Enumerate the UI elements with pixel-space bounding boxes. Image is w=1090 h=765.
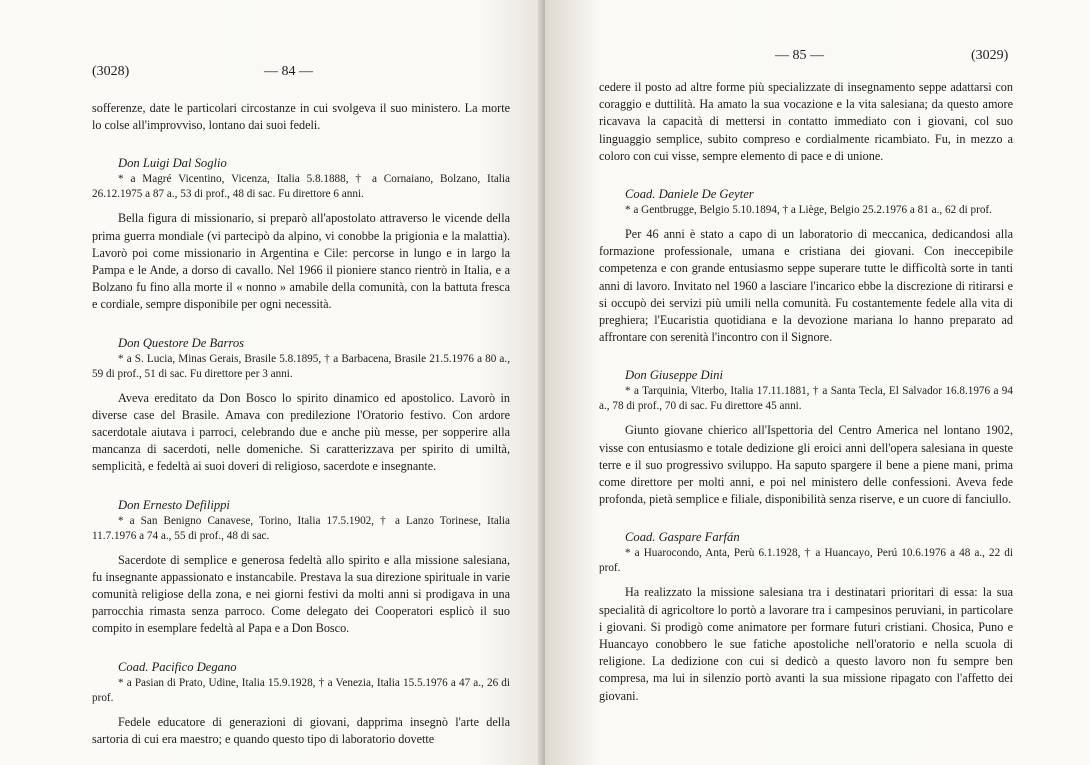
entry-name: Don Ernesto Defilippi [118,497,230,512]
obituary-entry [599,528,1013,704]
page-code: (3029) [971,48,1009,63]
entry-body: Sacerdote di semplice e generosa fedeltà allo spirito e alla missione salesiana, fu insegnante appassionato e instancabile. Prestava la sua direzione spirituale in varie comunità religiose della zona, e nei giorni festivi da molti anni si prodigava in una parrocchia rimasta senza parroco. Come delegato dei Cooperatori esplicò il suo compito in esemplare fedeltà al Papa e a Don Bosco. [92,552,510,636]
entry-name: Coad. Gaspare Farfán [625,530,740,545]
page-number: — 84 — [264,64,313,79]
entry-dates: * a Huarocondo, Anta, Perù 6.1.1928, † a Huancayo, Perú 10.6.1976 a 48 a., 22 di prof. [599,547,1013,575]
entry-body: Per 46 anni è stato a capo di un laboratorio di meccanica, dedicandosi alla formazione professionale, umana e cristiana dei giovani. Con ineccepibile competenza e con grande entusiasmo seppe superare tutte le difficoltà sorte in tanti anni di lavoro. Invitato nel 1960 a lasciare l'incarico ebbe la discrezione di ritirarsi e si occupò dei servizi più umili nella comunità. Fu costantemente fedele alla vita di preghiera; l'Eucaristia quotidiana e la devozione mariana lo hanno preparato ad affrontare con serenità l'incontro con il Signore. [599,227,1013,345]
entry-dates: * a Tarquinia, Viterbo, Italia 17.11.1881, † a Santa Tecla, El Salvador 16.8.1976 a 94 a., 78 di prof., 70 di sac. Fu direttore 45 anni. [599,385,1013,413]
obituary-entry [92,154,510,313]
obituary-entry [92,334,510,476]
entry-dates: * a Gentbrugge, Belgio 5.10.1894, † a Liège, Belgio 25.2.1976 a 81 a., 62 di prof. [625,204,992,217]
obituary-entry [92,496,510,638]
entry-name: Coad. Daniele De Geyter [625,187,754,202]
entry-name: Coad. Pacifico Degano [118,659,237,674]
page-number: — 85 — [775,48,824,63]
entry-body: Ha realizzato la missione salesiana tra i destinatari prioritari di essa: la sua specialità di agricoltore lo portò a lavorare tra i campesinos peruviani, in particolare i giovani. Si prodigò come animatore per formare futuri cristiani. Chosica, Puno e Huancayo conobbero le sue fatiche apostoliche nell'oratorio e nella scuola di religione. La dedizione con cui si dedicò a questo lavoro non fu sempre ben compresa, ma lui in silenzio portò avanti la sua missione ripagato con l'affetto dei giovani. [599,585,1013,703]
left-text-column [92,100,510,748]
entry-dates: * a Pasian di Prato, Udine, Italia 15.9.1928, † a Venezia, Italia 15.5.1976 a 47 a., 26 di prof. [92,676,510,704]
opening-paragraph: cedere il posto ad altre forme più specializzate di insegnamento seppe adattarsi con coraggio e duttilità. Ha amato la sua vocazione e la vita salesiana; da questo amore ricavava la capacità di mettersi in contatto immediato con i giovani, col suo linguaggio semplice, subito compreso e cordialmente ricambiato. Fu, in mezzo a coloro con cui visse, sempre elemento di pace e di unione. [599,80,1013,163]
entry-body: Giunto giovane chierico all'Ispettoria del Centro America nel lontano 1902, visse con entusiasmo e totale dedizione gli eroici anni dell'opera salesiana in queste terre e il suo progressivo sviluppo. Ha saputo spargere il bene a piene mani, prima come direttore per molti anni, e poi nel ministero delle confessioni. Aveva fede profonda, pietà semplice e filiale, disponibilità senza riserve, e un cuore di fanciullo. [599,423,1013,507]
entry-dates: * a Magré Vicentino, Vicenza, Italia 5.8.1888, † a Cornaiano, Bolzano, Italia 26.12.1975 a 87 a., 53 di prof., 48 di sac. Fu direttore 6 anni. [92,173,510,201]
obituary-entry [599,185,1013,346]
entry-dates: * a S. Lucia, Minas Gerais, Brasile 5.8.1895, † a Barbacena, Brasile 21.5.1976 a 80 a., 59 di prof., 51 di sac. Fu direttore per 3 anni. [92,352,510,380]
entry-body: Fedele educatore di generazioni di giovani, dapprima insegnò l'arte della sartoria di cui era maestro; e quando questo tipo di laboratorio dovette [92,714,510,746]
page-code: (3028) [92,64,130,79]
right-page [545,0,1090,765]
obituary-entry [92,658,510,748]
entry-name: Don Giuseppe Dini [625,368,723,383]
entry-name: Don Luigi Dal Soglio [118,156,227,171]
entry-body: Aveva ereditato da Don Bosco lo spirito dinamico ed apostolico. Lavorò in diverse case del Brasile. Amava con predilezione l'Oratorio festivo. Con ardore sacerdotale aiutava i parroci, celebrando due e anche più messe, per sopperire alla mancanza di sacerdoti, nelle domeniche. Si caratterizzava per spirito di umiltà, semplicità, e fedeltà ai suoi doveri di religioso, sacerdote e insegnante. [92,390,510,474]
entry-dates: * a San Benigno Canavese, Torino, Italia 17.5.1902, † a Lanzo Torinese, Italia 11.7.1976 a 74 a., 55 di prof., 48 di sac. [92,514,510,542]
obituary-entry [599,366,1013,508]
opening-paragraph: sofferenze, date le particolari circostanze in cui svolgeva il suo ministero. La morte lo colse all'improvviso, lontano dai suoi fedeli. [92,101,510,133]
entry-name: Don Questore De Barros [118,335,245,350]
right-text-column [599,79,1013,705]
entry-body: Bella figura di missionario, si preparò all'apostolato attraverso le vicende della prima guerra mondiale (vi partecipò da alpino, vi conobbe la prigionia e la malattia). Lavorò poi come missionario in Argentina e Cile: percorse in lungo e in largo la Pampa e le Ande, a dorso di cavallo. Nel 1966 il pioniere stanco rientrò in Italia, e a Bolzano fu fino alla morte il « nonno » amabile della comunità, con la battuta fresca e cordiale, sempre disponibile per ogni necessità. [92,211,510,312]
